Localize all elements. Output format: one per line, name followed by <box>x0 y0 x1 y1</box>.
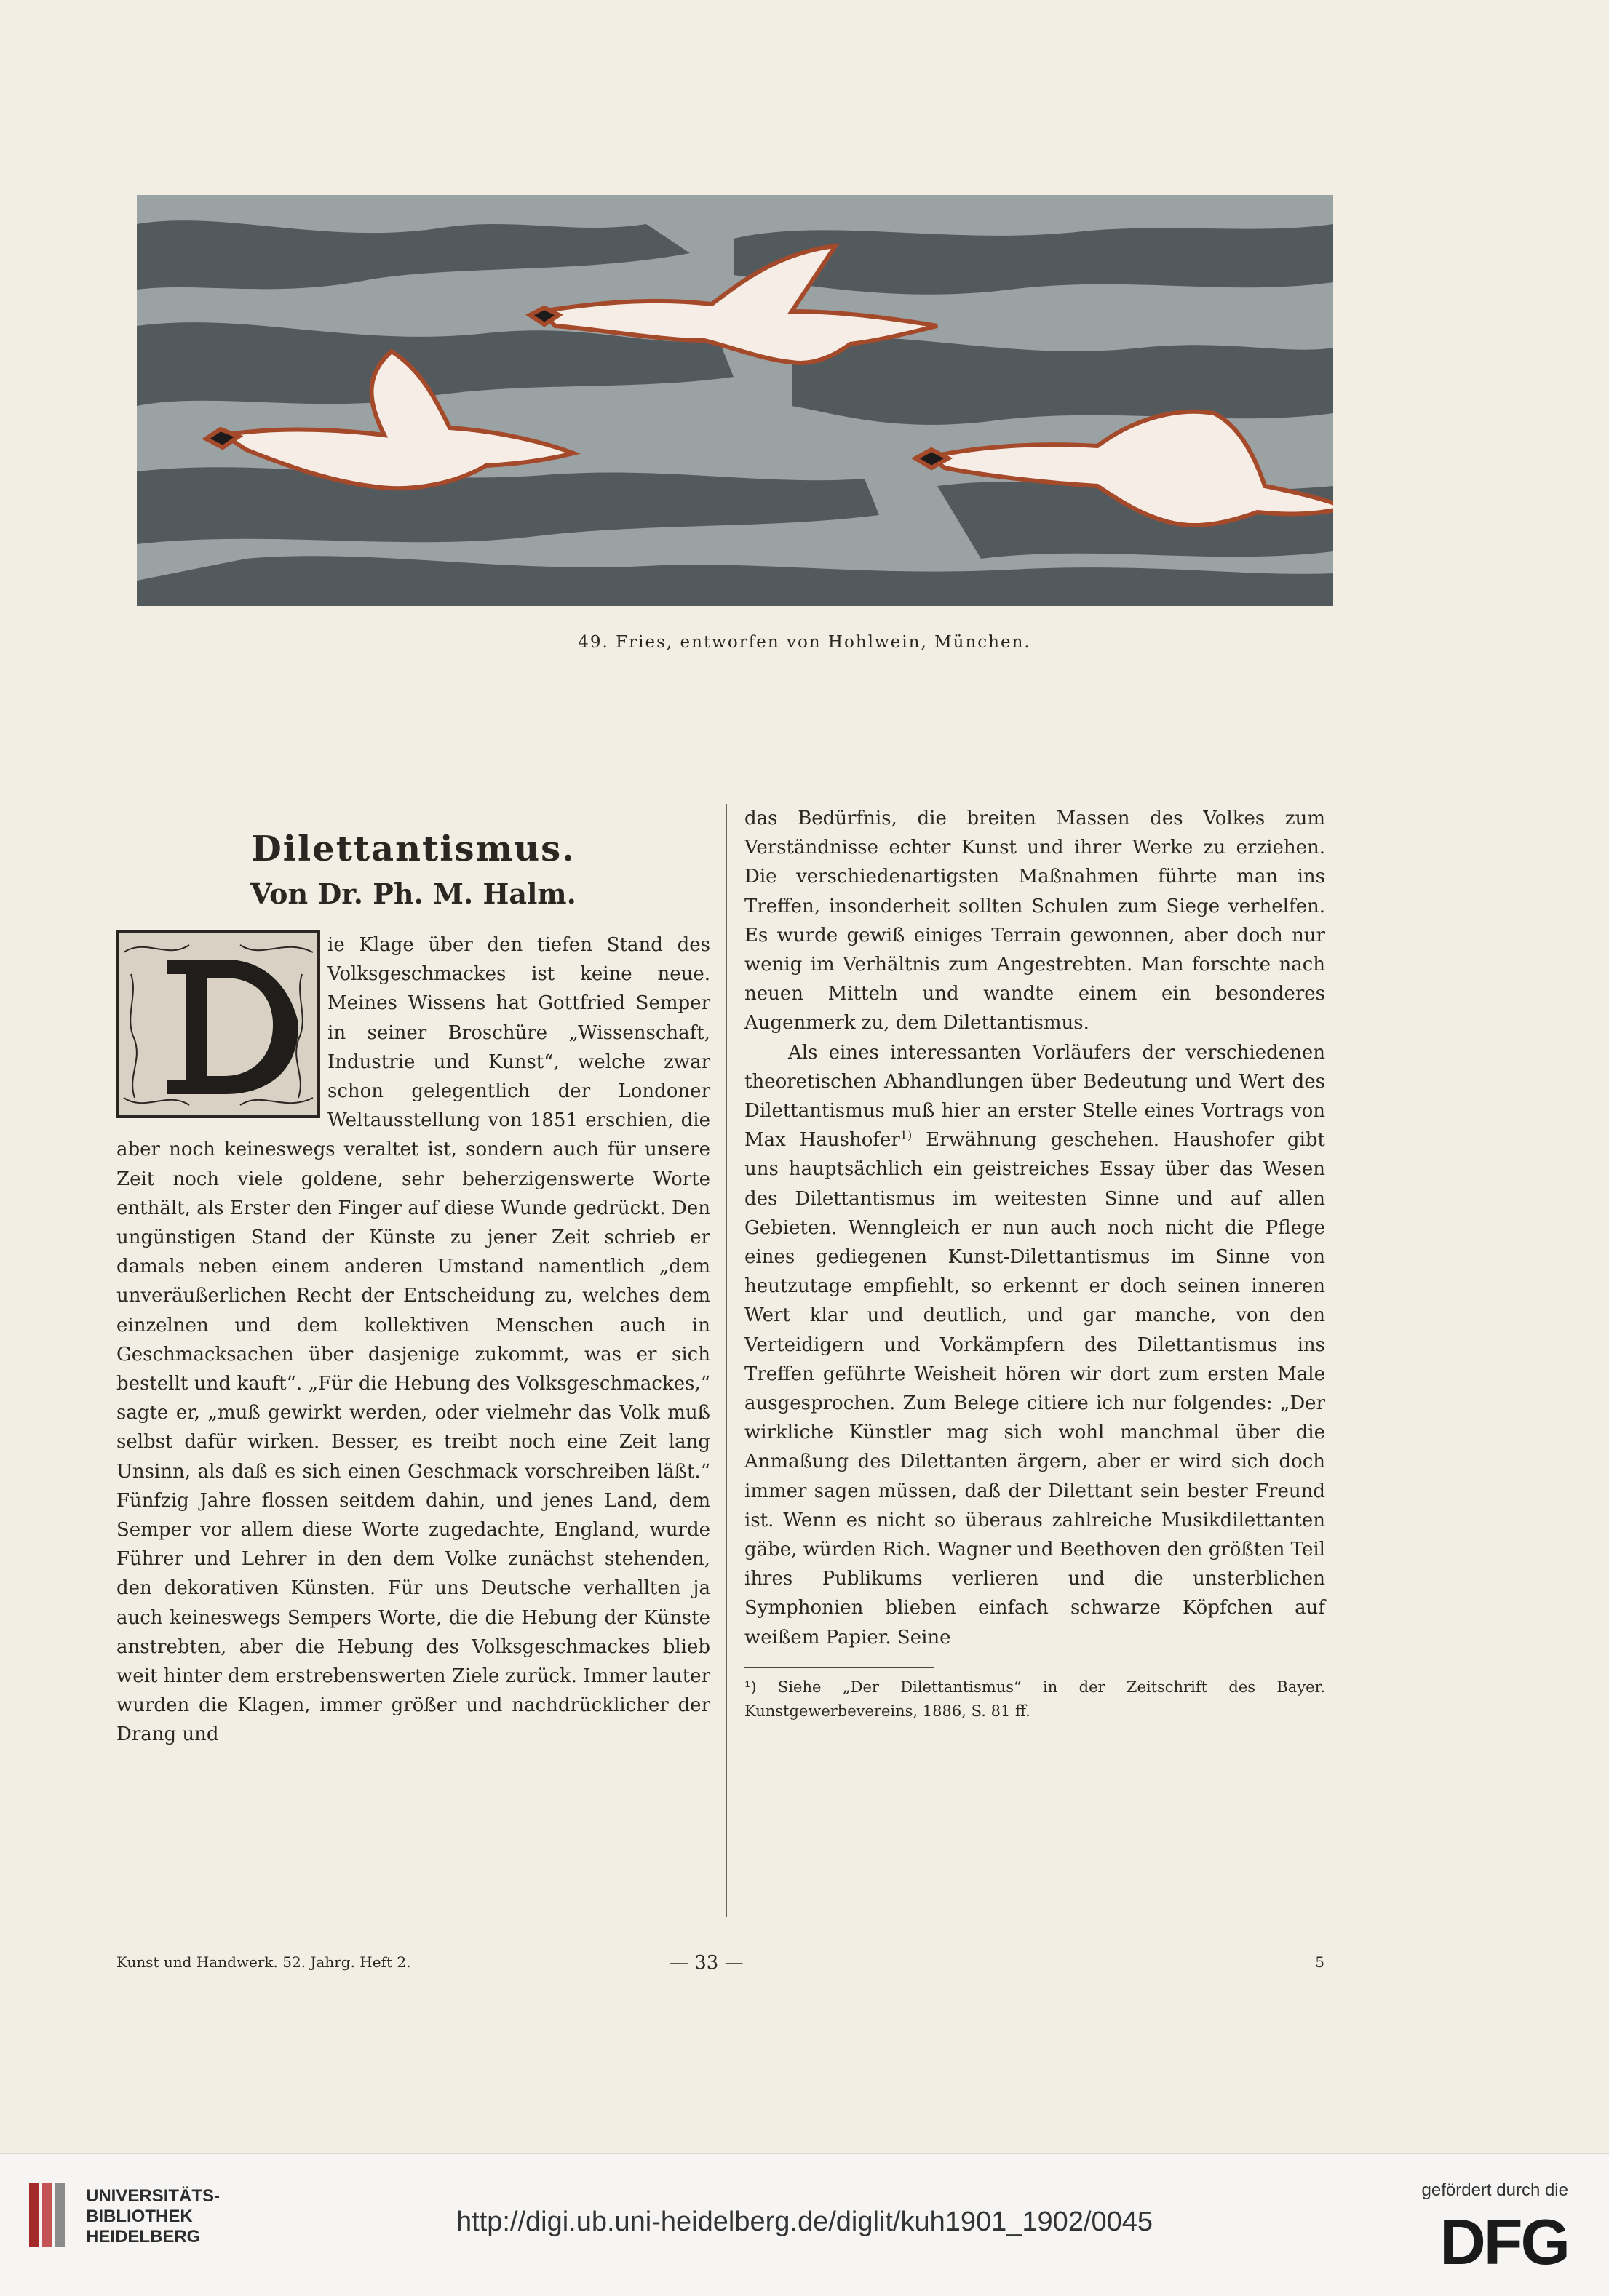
page-number: — 33 — <box>670 1952 744 1974</box>
journal-reference: Kunst und Handwerk. 52. Jahrg. Heft 2. <box>116 1953 411 1971</box>
ornamental-dropcap-d <box>116 930 320 1118</box>
dfg-logo[interactable]: DFG <box>1439 2206 1568 2278</box>
permalink-url[interactable]: http://digi.ub.uni-heidelberg.de/diglit/kuh1901_1902/0045 <box>456 2207 1153 2237</box>
digital-library-bar <box>0 2153 1609 2296</box>
paragraph-text: Erwähnung geschehen. Haushofer gibt uns hauptsächlich ein geistreiches Essay über das Wesen des Dilettantismus im weitesten Sinne und auf allen Gebieten. Wenngleich er nun auch noch nicht die Pflege eines gediegenen Kunst-Dilettantismus im Sinne von heutzutage empfiehlt, so erkennt er doch seinen inneren Wert klar und deutlich, und gar manche, von den Verteidigern und Vorkämpfern des Dilettantismus ins Treffen geführte Weisheit hören wir dort zum ersten Male ausgesprochen. Zum Belege citiere ich nur folgendes: „Der wirkliche Künstler mag sich wohl manchmal über die Anmaßung des Dilettanten ärgern, aber er wird sich doch immer sagen müssen, daß der Dilettant sein bester Freund ist. Wenn es nicht so überaus zahlreiche Musikdilettanten gäbe, würden Rich. Wagner und Beethoven den größten Teil ihres Publikums verlieren und die unsterblichen Symphonien blieben einfach schwarze Köpfchen auf weißem Papier. Seine <box>744 1129 1325 1649</box>
column-divider <box>726 804 727 1917</box>
sheet-number: 5 <box>1315 1953 1324 1971</box>
paragraph: ie Klage über den tiefen Stand des Volksgeschmackes ist keine neue. Meines Wissens hat Gottfried Semper in seiner Broschüre „Wissenschaft, Industrie und Kunst“, welche zwar schon gelegentlich der Londoner Weltausstellung von 1851 erschien, die aber noch keineswegs veraltet ist, sondern auch für unsere Zeit noch viele goldene, sehr beherzigenswerte Worte enthält, als Erster den Finger auf diese Wunde gedrückt. Den ungünstigen Stand der Künste zu jener Zeit schrieb er damals neben einem anderen Umstand namentlich „dem unveräußerlichen Recht der Entscheidung zu, welches dem einzelnen und dem kollektiven Menschen auch in Geschmacksachen über dasjenige zukommt, was er sich bestellt und kauft“. „Für die Hebung des Volksgeschmackes,“ sagte er, „muß gewirkt werden, oder vielmehr das Volk muß selbst dafür wirken. Besser, es treibt noch eine Zeit lang Unsinn, als daß es sich einen Geschmack vorschreiben läßt.“ Fünfzig Jahre flossen seitdem dahin, und jenes Land, dem Semper vor allem diese Worte zugedachte, England, wurde Führer und Lehrer in den dem Volke zunächst stehenden, den dekorativen Künsten. Für uns Deutsche verhallten ja auch keineswegs Sempers Worte, die die Hebung der Künste anstrebten, aber die Hebung des Volksgeschmackes blieb weit hinter dem erstrebenswerten Ziele zurück. Immer lauter wurden die Klagen, immer größer und nachdrücklicher der Drang und <box>116 934 710 1746</box>
paragraph-text: Als eines interessanten Vorläufers der verschiedenen theoretischen Abhandlungen über Bedeutung und Wert des Dilettantismus muß hier an erster Stelle eines Vortrags von Max Haushofer <box>744 1041 1325 1152</box>
footnote: ¹) Siehe „Der Dilettantismus“ in der Zeitschrift des Bayer. Kunstgewerbevereins, 1886, S. 81 ff. <box>744 1678 1325 1720</box>
paragraph: das Bedürfnis, die breiten Massen des Volkes zum Verständnisse echter Kunst und ihrer Werke zu erziehen. Die verschiedenartigsten Maßnahmen führte man ins Treffen, insonderheit sollten Schulen zum Siege verhelfen. Es wurde gewiß einiges Terrain gewonnen, aber doch nur wenig im Verhältnis zum Angestrebten. Man forschte nach neuen Mitteln und wandte einem ein besonderes Augenmerk zu, dem Dilettantismus. <box>744 808 1325 1035</box>
right-column <box>744 804 1325 1723</box>
university-library-name[interactable]: UNIVERSITÄTS- BIBLIOTHEK HEIDELBERG <box>86 2186 221 2247</box>
article-title: Dilettantismus. <box>251 829 576 869</box>
article-byline: Von Dr. Ph. M. Halm. <box>250 877 576 910</box>
frieze-illustration-swans <box>137 195 1333 606</box>
paragraph <box>744 1038 1325 1652</box>
footnote-mark: 1) <box>899 1128 913 1142</box>
footnote-rule <box>744 1667 934 1668</box>
funded-by-label: gefördert durch die <box>1421 2180 1568 2200</box>
left-column <box>116 804 710 1750</box>
figure-caption: 49. Fries, entworfen von Hohlwein, München. <box>578 633 1031 652</box>
